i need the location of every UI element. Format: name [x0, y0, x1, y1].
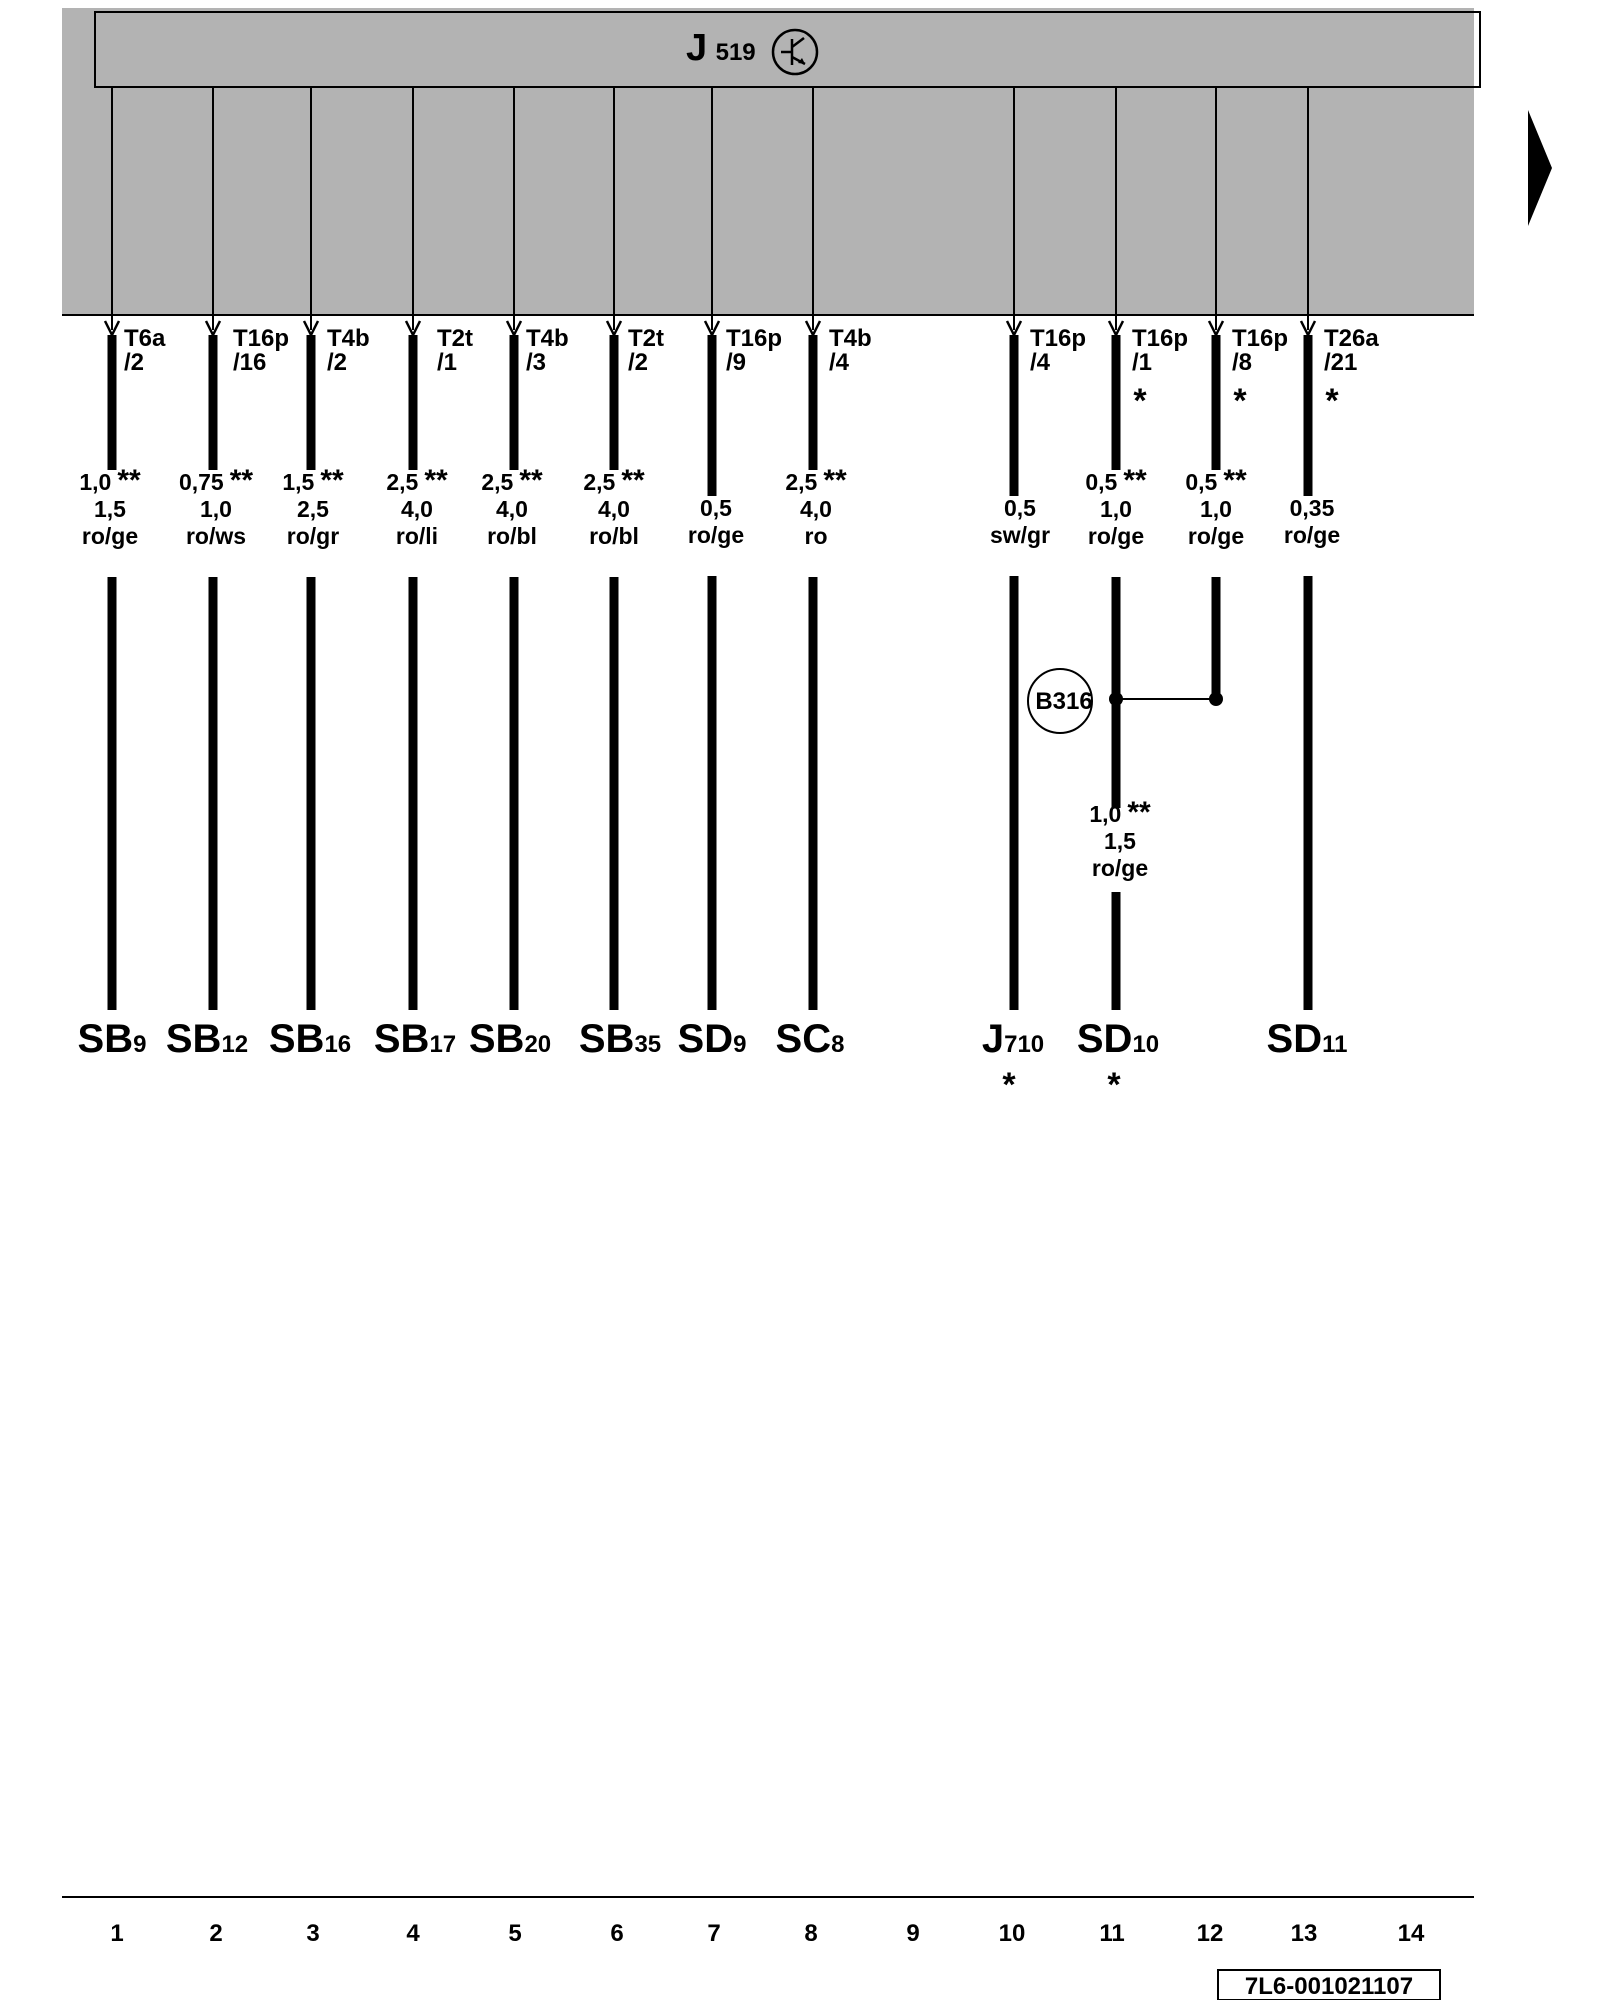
wire-spec	[282, 464, 344, 549]
column-number: 8	[804, 1920, 818, 1947]
wire-cross-section: 2,5	[583, 469, 616, 495]
destination-label	[269, 1017, 351, 1061]
pin-label	[1030, 325, 1086, 376]
column-number: 2	[209, 1920, 223, 1947]
pin-label	[327, 325, 370, 376]
destination-label	[469, 1017, 551, 1061]
pin-number: /3	[526, 349, 547, 376]
destination-number: 9	[733, 1031, 747, 1058]
pin-connector: T2t	[628, 325, 664, 352]
pin-label	[1132, 325, 1188, 376]
column-numbers	[110, 1920, 1425, 1947]
destination-number: 11	[1322, 1031, 1348, 1058]
pin-connector: T16p	[726, 325, 783, 352]
destination-star-mark: *	[1002, 1066, 1016, 1104]
footnote-mark: **	[424, 464, 448, 497]
destination-star-mark: *	[1107, 1066, 1121, 1104]
destination-code: SB	[165, 1017, 222, 1061]
wire-spec	[990, 495, 1050, 548]
pin-number: /1	[437, 349, 458, 376]
pin-number: /4	[829, 349, 850, 376]
wire-cross-section: 0,75	[178, 469, 224, 495]
column-number: 10	[998, 1920, 1026, 1947]
junction-label: B316	[1035, 688, 1093, 715]
junction-merged-spec	[1089, 796, 1151, 881]
wire-spec	[1284, 495, 1340, 548]
footnote-mark: **	[117, 464, 141, 497]
wire-cross-section: 1,0	[1089, 801, 1122, 827]
wire-spec	[179, 464, 253, 549]
column-number: 13	[1290, 1920, 1318, 1947]
column-number: 11	[1099, 1920, 1125, 1947]
pin-label	[726, 325, 782, 376]
module-code: J	[686, 27, 708, 69]
wire-spec	[688, 495, 744, 548]
wire-cross-section: 1,0	[79, 469, 112, 495]
destination-label	[776, 1017, 845, 1061]
wire-cross-section-alt: 1,0	[1100, 496, 1132, 522]
footnote-mark: **	[823, 464, 847, 497]
wire-color: ro/ge	[1087, 523, 1145, 549]
footnote-mark: **	[1127, 796, 1151, 829]
wire-color: ro/ge	[687, 522, 745, 548]
pin-connector: T16p	[1232, 325, 1289, 352]
wire-cross-section-alt: 4,0	[598, 496, 630, 522]
destination-number: 710	[1004, 1031, 1045, 1058]
column-number: 5	[508, 1920, 522, 1947]
destination-number: 10	[1132, 1031, 1160, 1058]
wire-color: sw/gr	[989, 522, 1051, 548]
pin-connector: T26a	[1324, 325, 1379, 352]
pin-star-mark: *	[1233, 382, 1247, 420]
footnote-mark: **	[519, 464, 543, 497]
continuation-arrow-icon[interactable]	[1528, 110, 1552, 226]
destination-label	[166, 1017, 248, 1061]
wire-cross-section-alt: 4,0	[401, 496, 433, 522]
destination-code: SD	[1076, 1017, 1133, 1061]
module-body	[62, 8, 1474, 315]
destination-label	[579, 1017, 661, 1061]
pin-connector: T4b	[829, 325, 872, 352]
column-number: 1	[110, 1920, 124, 1947]
pin-label	[233, 325, 289, 376]
pin-label	[124, 325, 166, 376]
destination-code: SD	[677, 1017, 734, 1061]
reference-code: 7L6-001021107	[1244, 1973, 1414, 2000]
column-number: 7	[707, 1920, 721, 1947]
column-number: 9	[906, 1920, 920, 1947]
pin-star-mark: *	[1325, 382, 1339, 420]
pin-connector: T16p	[1030, 325, 1087, 352]
wire-cross-section-alt: 1,0	[1200, 496, 1232, 522]
pin-number: /2	[628, 349, 649, 376]
destination-label	[374, 1017, 456, 1061]
footnote-mark: **	[229, 464, 254, 497]
wire-cross-section: 1,5	[1104, 828, 1136, 854]
wire-spec	[386, 464, 448, 549]
wire-color: ro/ge	[81, 523, 139, 549]
junction-b316	[1028, 669, 1223, 881]
pin-number: /2	[327, 349, 348, 376]
destination-label	[982, 1017, 1044, 1061]
footnote-mark: **	[320, 464, 344, 497]
wire-spec	[1089, 796, 1151, 881]
column-number: 6	[610, 1920, 624, 1947]
wire-cross-section: 0,5	[1185, 469, 1218, 495]
wire-cross-section-alt: 2,5	[297, 496, 329, 522]
pin-label	[437, 325, 473, 376]
pin-connector: T16p	[233, 325, 290, 352]
wire-spec	[481, 464, 543, 549]
destination-code: SB	[77, 1017, 134, 1061]
junction-dot-right	[1209, 692, 1223, 706]
wire-cross-section-alt: 1,5	[94, 496, 126, 522]
destination-label	[1267, 1017, 1348, 1061]
destination-number: 8	[831, 1031, 845, 1058]
wire-cross-section: 0,5	[1085, 469, 1118, 495]
column-number: 12	[1196, 1920, 1224, 1947]
destination-number: 17	[429, 1031, 457, 1058]
footnote-mark: **	[1123, 464, 1147, 497]
wire-color: ro/gr	[286, 523, 340, 549]
wire-spec	[1185, 464, 1247, 549]
destination-label	[78, 1017, 147, 1061]
pin-label	[628, 325, 664, 376]
pin-label	[526, 325, 569, 376]
wire-cross-section: 0,5	[700, 495, 732, 521]
destination-code: SB	[268, 1017, 325, 1061]
wire-cross-section-alt: 4,0	[496, 496, 528, 522]
destination-code: J	[981, 1017, 1005, 1061]
destination-number: 16	[324, 1031, 352, 1058]
pin-number: /1	[1132, 349, 1153, 376]
destination-number: 9	[133, 1031, 147, 1058]
destination-code: SD	[1266, 1017, 1323, 1061]
wire-cross-section-alt: 1,0	[200, 496, 232, 522]
destination-number: 12	[221, 1031, 249, 1058]
wire-color: ro/li	[395, 523, 439, 549]
destination-code: SB	[578, 1017, 635, 1061]
pin-number: /4	[1030, 349, 1051, 376]
wire-cross-section: 2,5	[481, 469, 514, 495]
column-number: 4	[406, 1920, 420, 1947]
pin-number: /8	[1232, 349, 1253, 376]
wire-color: ro/ge	[1091, 855, 1149, 881]
destination-number: 35	[634, 1031, 662, 1058]
wire-cross-section-alt: 4,0	[800, 496, 832, 522]
pin-label	[1324, 325, 1379, 376]
destination-label	[678, 1017, 747, 1061]
pin-connector: T4b	[526, 325, 569, 352]
pin-connector: T16p	[1132, 325, 1189, 352]
column-number: 3	[306, 1920, 320, 1947]
pin-number: /9	[726, 349, 747, 376]
pin-star-mark: *	[1133, 382, 1147, 420]
destination-code: SC	[775, 1017, 832, 1061]
destination-label	[1077, 1017, 1159, 1061]
wire-spec	[79, 464, 141, 549]
pin-connector: T6a	[124, 325, 166, 352]
module-number: 519	[715, 39, 756, 66]
wire-color: ro/bl	[589, 523, 639, 549]
destination-number: 20	[524, 1031, 552, 1058]
pin-number: /2	[124, 349, 145, 376]
wire-color: ro	[804, 523, 828, 549]
wire-cross-section: 0,35	[1289, 495, 1335, 521]
pin-connector: T4b	[327, 325, 370, 352]
wire-color: ro/ge	[1283, 522, 1341, 548]
wire-cross-section: 0,5	[1004, 495, 1036, 521]
column-number: 14	[1397, 1920, 1425, 1947]
wire-cross-section: 2,5	[386, 469, 419, 495]
junction-dot-left	[1109, 692, 1123, 706]
wire-spec	[583, 464, 645, 549]
pin-number: /21	[1324, 349, 1358, 376]
wire-color: ro/ge	[1187, 523, 1245, 549]
pin-label	[829, 325, 872, 376]
footnote-mark: **	[621, 464, 645, 497]
destination-code: SB	[373, 1017, 430, 1061]
pin-label	[1232, 325, 1288, 376]
wire-cross-section: 2,5	[785, 469, 818, 495]
wire-color: ro/ws	[185, 523, 247, 549]
wire-spec	[785, 464, 847, 549]
pin-connector: T2t	[437, 325, 473, 352]
wire-cross-section: 1,5	[282, 469, 315, 495]
destination-code: SB	[468, 1017, 525, 1061]
wire-spec	[1085, 464, 1147, 549]
footnote-mark: **	[1223, 464, 1247, 497]
pin-number: /16	[233, 349, 267, 376]
wire-color: ro/bl	[487, 523, 537, 549]
